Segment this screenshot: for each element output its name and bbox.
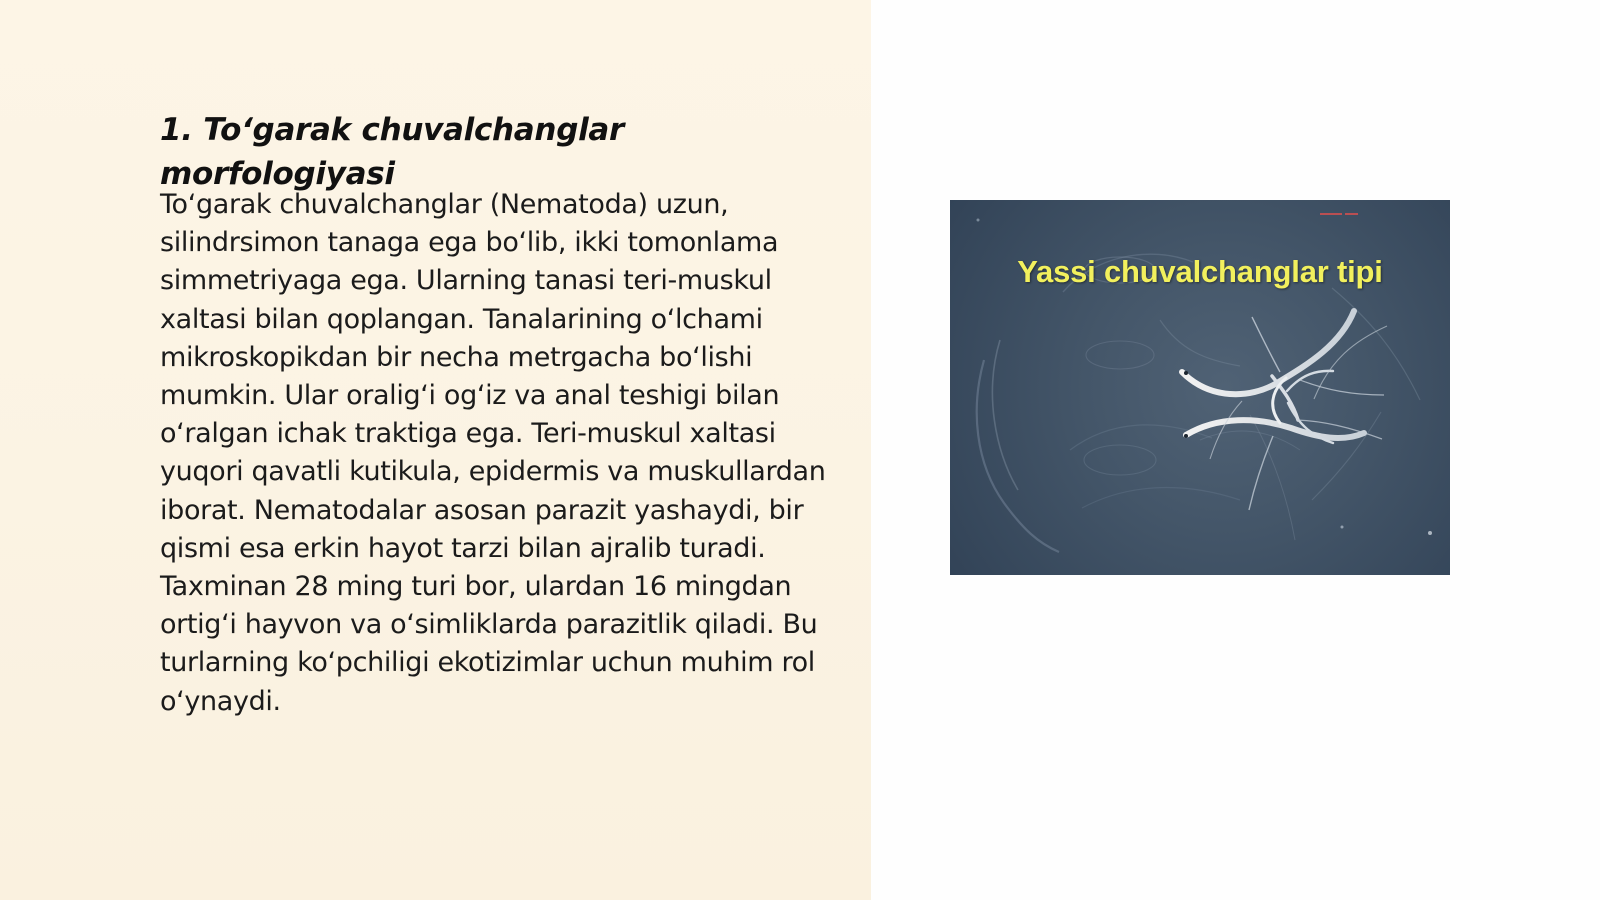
nematode-worm (1300, 380, 1384, 395)
slide-title: 1. To‘garak chuvalchanglar morfologiyasi (160, 112, 625, 192)
faint-background-organism (1312, 412, 1381, 500)
specimen-dot (1184, 434, 1188, 438)
nematode-photo (950, 200, 1450, 575)
nematode-worm (1182, 311, 1354, 394)
faint-background-organism (1200, 431, 1300, 450)
slide-body-text: To‘garak chuvalchanglar (Nematoda) uzun, silindrsimon tanaga ega bo‘lib, ikki tomonlama simmetriyaga ega. Ularning tanasi teri-muskul xaltasi bilan qoplangan. Tanalarining o‘lchami mikroskopikdan bir necha metrgacha bo‘lishi mumkin. Ular oralig‘i og‘iz va anal teshigi bilan o‘ralgan ichak traktiga ega. Teri-muskul xaltasi yuqori qavatli kutikula, epidermis va muskullardan iborat. Nematodalar asosan parazit yashaydi, bir qismi esa erkin hayot tarzi bilan ajralib turadi. Taxminan 28 ming turi bor, ulardan 16 mingdan ortig‘i hayvon va o‘simliklarda parazitlik qiladi. Bu turlarning ko‘pchiligi ekotizimlar uchun muhim rol o‘ynaydi. (160, 189, 826, 717)
faint-background-organism (1332, 288, 1420, 400)
specimen-dot (977, 219, 980, 222)
faint-background-organism (977, 360, 1059, 552)
nematode-worm (1210, 401, 1242, 459)
faint-background-organism (1160, 320, 1240, 366)
faint-background-organism (1082, 488, 1240, 508)
specimen-dot (1184, 371, 1188, 375)
faint-background-organism (1250, 415, 1295, 540)
nematode-worm (1252, 317, 1280, 372)
faint-background-organism (1070, 425, 1212, 450)
specimen-dot (1341, 526, 1344, 529)
faint-background-organism (992, 340, 1018, 490)
nematode-worm (1249, 436, 1273, 510)
photo-caption: Yassi chuvalchanglar tipi (1017, 254, 1383, 289)
faint-background-organism (1084, 445, 1156, 475)
specimen-dot (1428, 531, 1432, 535)
faint-background-organism (1086, 341, 1154, 369)
